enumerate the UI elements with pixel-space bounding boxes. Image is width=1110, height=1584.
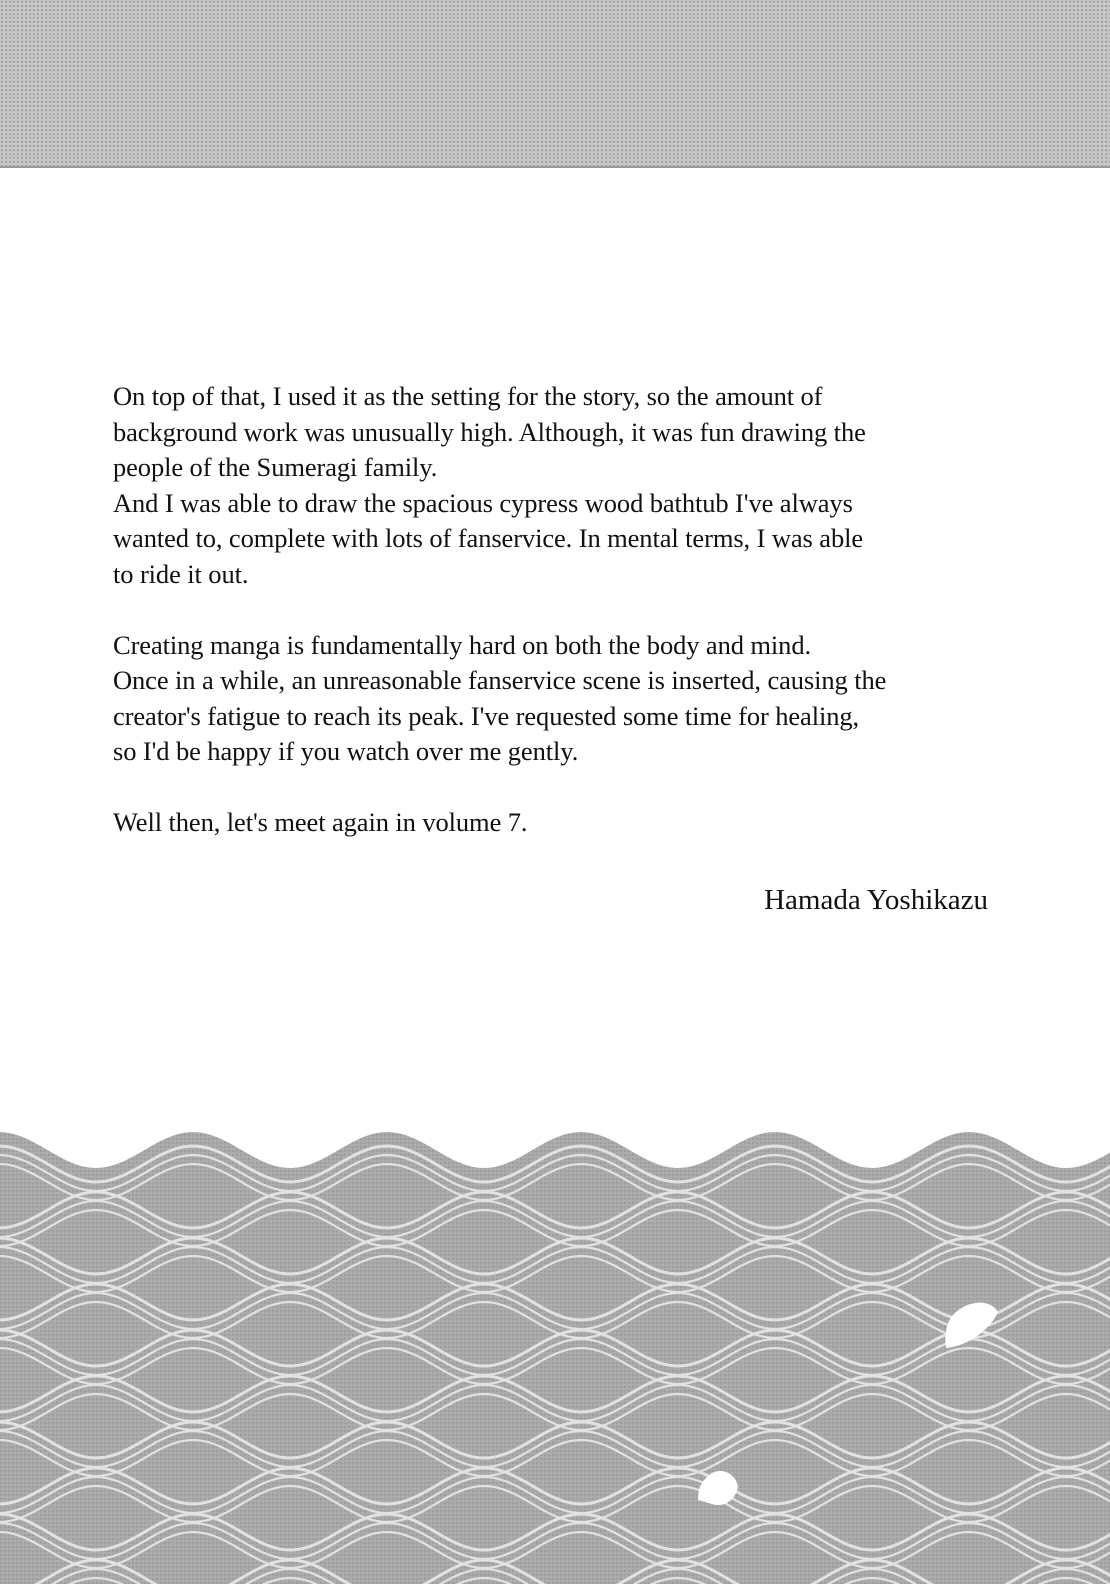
- wave-pattern: [0, 1110, 1110, 1584]
- top-screentone-band: [0, 0, 1110, 168]
- paragraph-2: [113, 628, 1013, 770]
- text-line: creator's fatigue to reach its peak. I've requested some time for healing,: [113, 700, 860, 731]
- text-line: so I'd be happy if you watch over me gently.: [113, 736, 579, 766]
- text-line: On top of that, I used it as the setting for the story, so the amount of: [113, 381, 823, 411]
- text-line: people of the Sumeragi family.: [113, 452, 438, 482]
- text-line: Well then, let's meet again in volume 7.: [113, 807, 528, 837]
- paragraph-1: [113, 379, 1013, 592]
- author-signature: Hamada Yoshikazu: [764, 884, 988, 916]
- paragraph-3: [113, 805, 1013, 841]
- text-line: Creating manga is fundamentally hard on both the body and mind.: [113, 629, 812, 660]
- text-line: Once in a while, an unreasonable fanservice scene is inserted, causing the: [113, 665, 887, 695]
- text-line: wanted to, complete with lots of fanservice. In mental terms, I was able: [113, 523, 864, 553]
- text-line: And I was able to draw the spacious cypress wood bathtub I've always: [113, 487, 853, 518]
- text-line: background work was unusually high. Although, it was fun drawing the: [113, 416, 866, 447]
- text-line: to ride it out.: [113, 558, 249, 589]
- afterword-text: [113, 379, 1013, 876]
